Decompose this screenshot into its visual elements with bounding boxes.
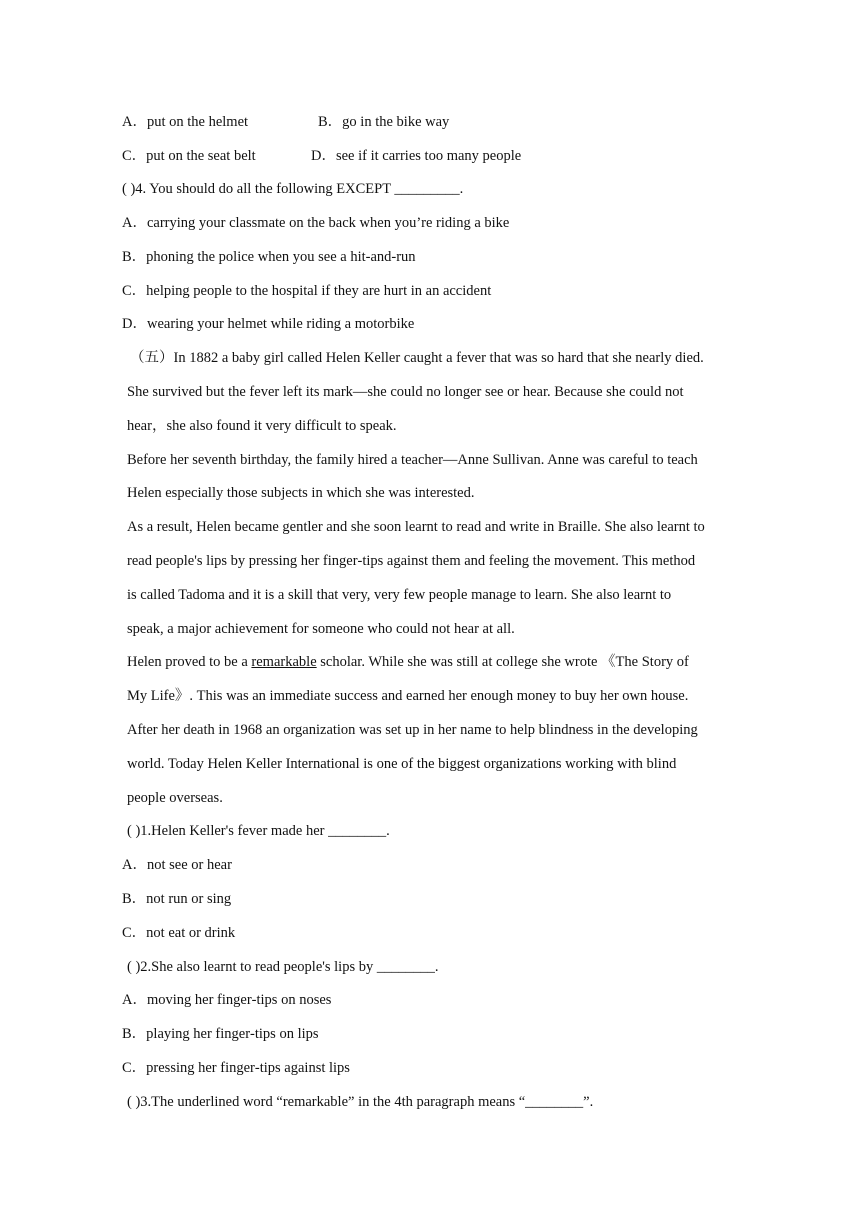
option-a: A．carrying your classmate on the back when you’re riding a bike — [122, 215, 510, 231]
option-b: B．go in the bike way — [318, 114, 450, 130]
passage-line: hear，she also found it very difficult to speak. — [127, 418, 397, 434]
question-stem: ( )2.She also learnt to read people's lips by ________. — [127, 959, 439, 975]
option-c: C．pressing her finger‑tips against lips — [122, 1060, 350, 1076]
option-b: B．not run or sing — [122, 891, 232, 907]
passage-line: is called Tadoma and it is a skill that very, very few people manage to learn. She also learnt to — [127, 587, 672, 603]
passage-line: She survived but the fever left its mark—she could no longer see or hear. Because she could not — [127, 384, 684, 400]
passage-line — [127, 652, 689, 672]
option-a: A．not see or hear — [122, 857, 232, 873]
option-a: A．moving her finger‑tips on noses — [122, 992, 332, 1008]
option-a: A．put on the helmet — [122, 114, 249, 130]
option-c: C．put on the seat belt — [122, 148, 256, 164]
option-d: D．wearing your helmet while riding a motorbike — [122, 316, 415, 332]
passage-text: Helen proved to be a — [127, 654, 252, 670]
option-b: B．phoning the police when you see a hit-and-run — [122, 249, 416, 265]
option-c: C．not eat or drink — [122, 925, 236, 941]
option-c: C．helping people to the hospital if they are hurt in an accident — [122, 283, 492, 299]
option-b: B．playing her finger‑tips on lips — [122, 1026, 319, 1042]
passage-line: people overseas. — [127, 790, 223, 806]
question-stem: ( )4. You should do all the following EXCEPT _________. — [122, 181, 464, 197]
passage-line: My Life》. This was an immediate success and earned her enough money to buy her own house. — [127, 688, 689, 704]
passage-line: （五）In 1882 a baby girl called Helen Keller caught a fever that was so hard that she nearly died. — [130, 350, 704, 366]
option-row — [122, 146, 256, 166]
question-stem: ( )1.Helen Keller's fever made her ________. — [127, 823, 390, 839]
passage-line: As a result, Helen became gentler and she soon learnt to read and write in Braille. She also learnt to — [127, 519, 705, 535]
passage-line: world. Today Helen Keller International is one of the biggest organizations working with blind — [127, 756, 677, 772]
option-row — [122, 112, 248, 132]
option-d: D．see if it carries too many people — [311, 148, 522, 164]
underlined-word: remarkable — [251, 654, 317, 670]
passage-line: Before her seventh birthday, the family hired a teacher—Anne Sullivan. Anne was careful to teach — [127, 452, 698, 468]
passage-line: speak, a major achievement for someone who could not hear at all. — [127, 621, 515, 637]
passage-line: After her death in 1968 an organization was set up in her name to help blindness in the developing — [127, 722, 698, 738]
passage-line: read people's lips by pressing her finger‑tips against them and feeling the movement. This method — [127, 553, 696, 569]
passage-text: scholar. While she was still at college she wrote 《The Story of — [316, 654, 689, 670]
passage-line: Helen especially those subjects in which she was interested. — [127, 485, 475, 501]
question-stem: ( )3.The underlined word “remarkable” in the 4th paragraph means “________”. — [127, 1094, 594, 1110]
